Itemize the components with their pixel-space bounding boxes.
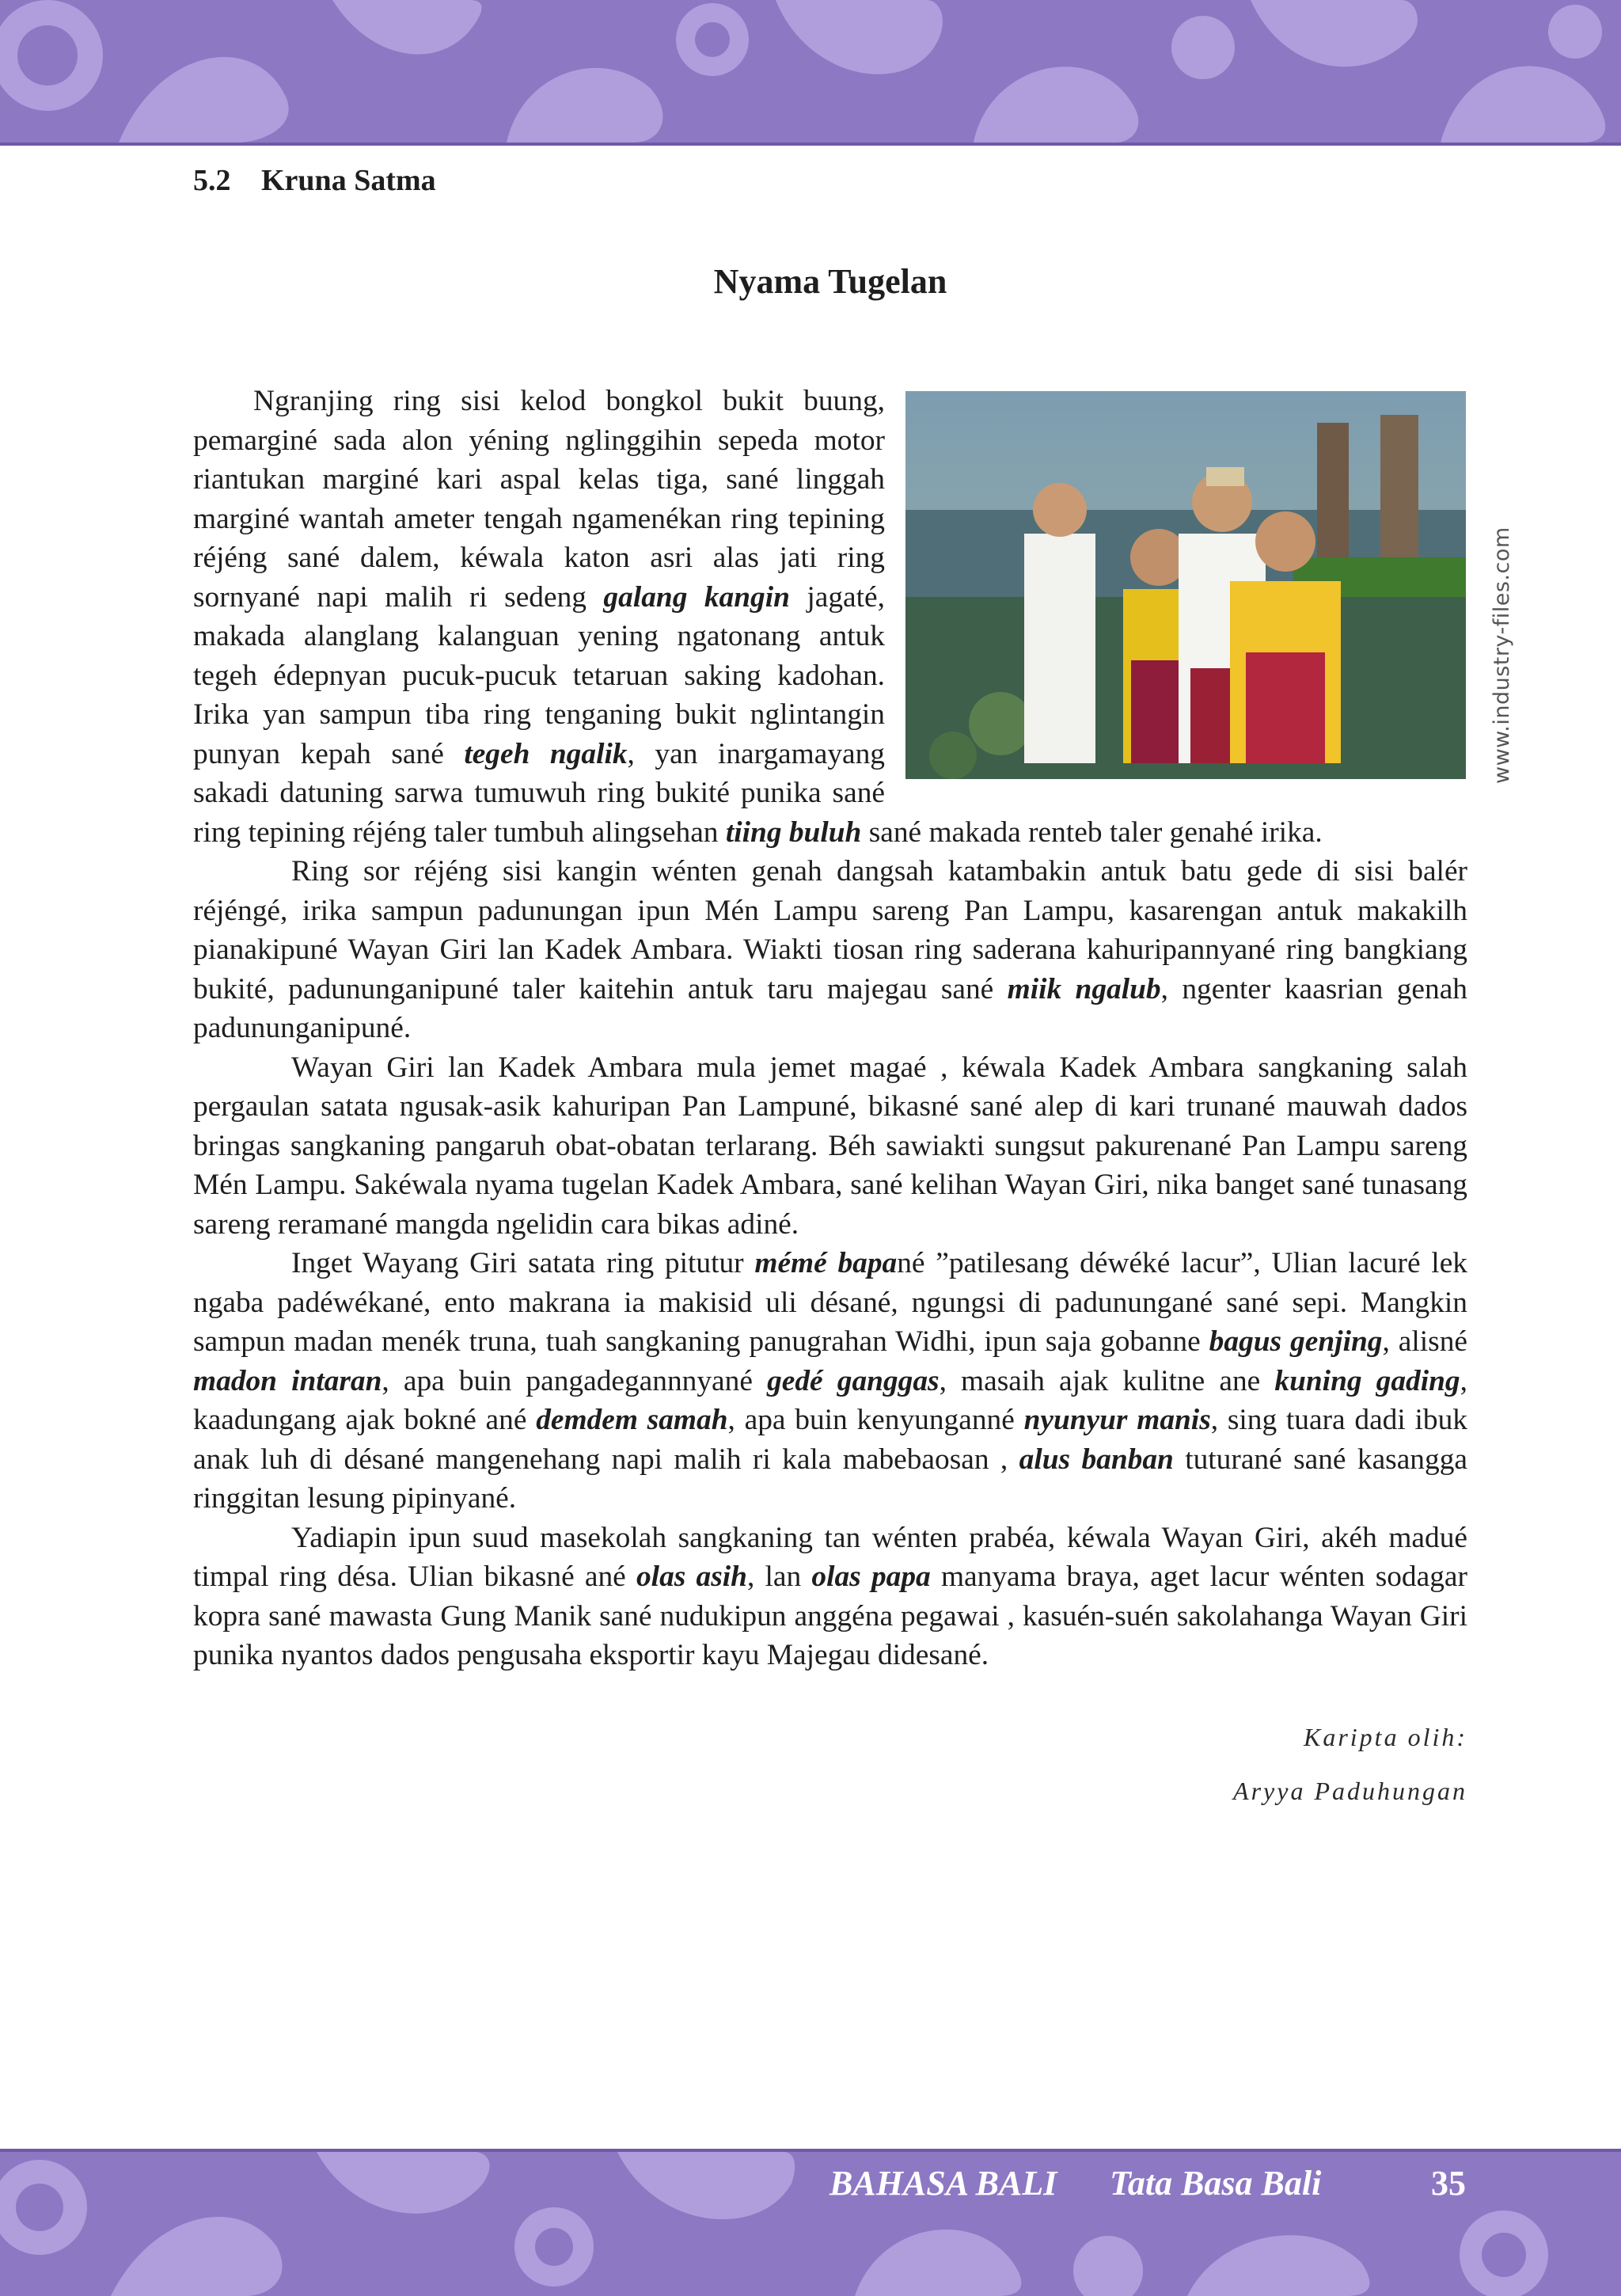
children-photo bbox=[905, 391, 1466, 779]
emphasized-phrase: kuning gading bbox=[1274, 1364, 1460, 1397]
article-paragraph bbox=[193, 852, 1467, 1048]
emphasized-phrase: olas papa bbox=[811, 1560, 931, 1593]
text-run: , ngenter kaasrian genah padununganipuné. bbox=[193, 972, 1468, 1044]
emphasized-phrase: tiing buluh bbox=[725, 815, 862, 849]
text-run: sané makada renteb taler genahé irika. bbox=[861, 815, 1323, 849]
emphasized-phrase: bagus genjing bbox=[1209, 1325, 1383, 1358]
text-run: , apa buin pangadegannnyané bbox=[382, 1364, 768, 1397]
text-run: , masaih ajak kulitne ane bbox=[939, 1364, 1275, 1397]
page-number: 35 bbox=[1431, 2164, 1466, 2203]
text-run: Ring sor réjéng sisi kangin wénten genah dangsah katambakin antuk batu gede di sisi balér réjéngé, irika sampun padunungan ipun Mén Lampu sareng Pan Lampu, kasarengan antuk makakilh pianakipuné Wayan Giri lan Kadek Ambara. Wiakti tiosan ring saderana kahuripannyané ring bangkiang bukité, padununganipuné taler kaitehin antuk taru majegau sané bbox=[193, 855, 1467, 1005]
emphasized-phrase: gedé ganggas bbox=[767, 1364, 940, 1397]
section-number: 5.2 bbox=[193, 164, 231, 197]
children-greeting-image bbox=[905, 391, 1466, 779]
emphasized-phrase: alus banban bbox=[1019, 1443, 1174, 1476]
text-run: manyama braya, aget lacur wénten sodagar kopra sané mawasta Gung Manik sané nudukipun anggéna pegawai , kasuén-suén sakolahanga Wayan Giri punika nyantos dados pengusaha eksportir kayu Majegau didesané. bbox=[193, 1560, 1467, 1671]
text-run: , alisné bbox=[1382, 1325, 1468, 1358]
author-name: Aryya Paduhungan bbox=[1233, 1777, 1467, 1805]
text-run: , yan inargamayang sakadi datuning sarwa tumuwuh ring bukité punika sané ring tepining réjéng taler tumbuh alingsehan bbox=[193, 737, 885, 849]
photo-frame bbox=[905, 391, 1467, 784]
text-run: , sing tuara dadi ibuk anak luh di désané mangenehang napi malih ri kala mabebaosan , bbox=[193, 1404, 1467, 1476]
photo-credit bbox=[1474, 523, 1514, 784]
text-run: Ngranjing ring sisi kelod bongkol bukit buung, pemarginé sada alon yéning nglinggihin sepeda motor riantukan marginé kari aspal kelas tiga, sané linggah marginé wantah ameter tengah ngamenékan ring tepining réjéng sané dalem, kéwala katon asri alas jati ring sornyané napi malih ri sedeng bbox=[193, 385, 885, 614]
emphasized-phrase: galang kangin bbox=[603, 580, 790, 614]
article-paragraph bbox=[193, 1519, 1467, 1675]
section-heading bbox=[193, 163, 436, 198]
header-ornament-band bbox=[0, 0, 1621, 146]
text-run: Yadiapin ipun suud masekolah sangkaning tan wénten prabéa, kéwala Wayan Giri, akéh madué timpal ring désa. Ulian bikasné ané bbox=[193, 1521, 1467, 1593]
text-run: Wayan Giri lan Kadek Ambara mula jemet magaé , kéwala Kadek Ambara sangkaning salah pergaulan satata ngusak-asik kahuripan Pan Lampuné, bikasné sané alep di kari trunané mauwah dados bringas sangkaning pangaruh obat-obatan terlarang. Béh sawiakti sungsut pakurenané Pan Lampu sareng Mén Lampu. Sakéwala nyama tugelan Kadek Ambara, sané kelihan Wayan Giri, nika banget sané tunasang sareng reramané mangda ngelidin cara bikas adiné. bbox=[193, 1051, 1467, 1241]
footer-book-title: BAHASA BALI bbox=[829, 2164, 1057, 2203]
signature-label: Karipta olih: bbox=[1303, 1723, 1467, 1751]
article-paragraph bbox=[193, 1244, 1467, 1519]
article-paragraph bbox=[193, 1048, 1467, 1245]
photo-credit-text: www.industry-files.com bbox=[1490, 526, 1514, 784]
emphasized-phrase: demdem samah bbox=[536, 1404, 728, 1436]
article-title: Nyama Tugelan bbox=[713, 262, 947, 301]
article-body bbox=[193, 382, 1467, 1675]
text-run: né ”patilesang déwéké lacur”, Ulian lacuré lek ngaba padéwékané, ento makrana ia makisid uli désané, ngungsi di padunungané sané sepi. Mangkin sampun madan menék truna, tuah sangkaning panugrahan Widhi, ipun saja gobanne bbox=[193, 1247, 1467, 1358]
text-run: , apa buin kenyunganné bbox=[727, 1404, 1024, 1436]
footer-subtitle: Tata Basa Bali bbox=[1110, 2164, 1322, 2203]
emphasized-phrase: nyunyur manis bbox=[1023, 1404, 1211, 1436]
text-run: jagaté, makada alanglang kalanguan yening ngatonang antuk tegeh édepnyan pucuk-pucuk tetaruan saking kadohan. Irika yan sampun tiba ring tenganing bukit nglintangin punyan kepah sané bbox=[193, 580, 885, 770]
text-run: , kaadungang ajak bokné ané bbox=[193, 1364, 1467, 1436]
text-run: Inget Wayang Giri satata ring pitutur bbox=[291, 1247, 755, 1279]
emphasized-phrase: miik ngalub bbox=[1007, 972, 1161, 1005]
text-run: , lan bbox=[746, 1560, 812, 1593]
emphasized-phrase: madon intaran bbox=[193, 1364, 382, 1397]
emphasized-phrase: olas asih bbox=[636, 1560, 747, 1593]
section-title: Kruna Satma bbox=[261, 164, 436, 197]
emphasized-phrase: tegeh ngalik bbox=[464, 737, 628, 770]
emphasized-phrase: mémé bapa bbox=[754, 1247, 898, 1279]
page-footer bbox=[0, 2163, 1621, 2210]
text-run: tuturané sané kasangga ringgitan lesung pipinyané. bbox=[193, 1443, 1467, 1515]
floral-pattern-icon bbox=[0, 0, 1621, 143]
